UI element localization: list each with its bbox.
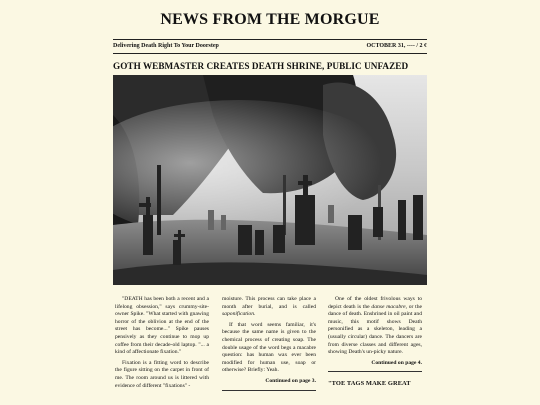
- masthead-rule-top: [113, 39, 427, 40]
- dateline: [113, 43, 427, 49]
- continued-page-3-link[interactable]: Continued on page 3.: [265, 377, 316, 384]
- col2-paragraph-1: moisture. This process can take place a month after burial, and is called saponification.: [222, 296, 316, 318]
- tagline: Delivering Death Right To Your Doorstep: [113, 43, 219, 49]
- col2-paragraph-2: If that word seems familiar, it's because the same name is given to the chemical process of creating soap. The double usage of the word begs a macabre question: has human wax ever been modified for human use, soap or otherwise? Briefly: Yeah.: [222, 321, 316, 374]
- foggy-cemetery-photo: [113, 75, 427, 285]
- column-divider: [328, 371, 422, 372]
- article-column-1: [115, 296, 209, 393]
- col3-paragraph-1: One of the oldest frivolous ways to depict death is the danse macabre, or the dance of death. Enshrined in oil paint and music, this motif shows Death personified as a skeleton, leading a (usually circular) dance. The dancers are from diverse classes and different ages, showing Death's un-picky nature.: [328, 296, 422, 356]
- continued-page-4-link[interactable]: Continued on page 4.: [371, 359, 422, 366]
- col1-paragraph-1: "DEATH has been both a recent and a lifelong obsession," says crummy-site-owner Spike. "What started with gnawing horror of the oblivion at the end of the street has become..." Spike pauses pensively as they continue to mop up coffee from their decade-old laptop. "... a kind of affectionate fixation.": [115, 296, 209, 356]
- column-divider: [222, 390, 316, 391]
- next-article-headline[interactable]: "TOE TAGS MAKE GREAT: [328, 380, 411, 388]
- masthead-rule-bottom: [113, 53, 427, 54]
- article-column-2: [222, 296, 316, 391]
- masthead-title: NEWS FROM THE MORGUE: [160, 11, 380, 28]
- article-column-3: [328, 296, 422, 389]
- issue-date: OCTOBER 31, ---- / 2 ¢: [366, 43, 427, 49]
- article-headline: GOTH WEBMASTER CREATES DEATH SHRINE, PUBLIC UNFAZED: [113, 61, 409, 71]
- col1-paragraph-2: Fixation is a fitting word to describe the figure sitting on the carpet in front of me. The room around us is littered with evidence of different "fixations" -: [115, 359, 209, 389]
